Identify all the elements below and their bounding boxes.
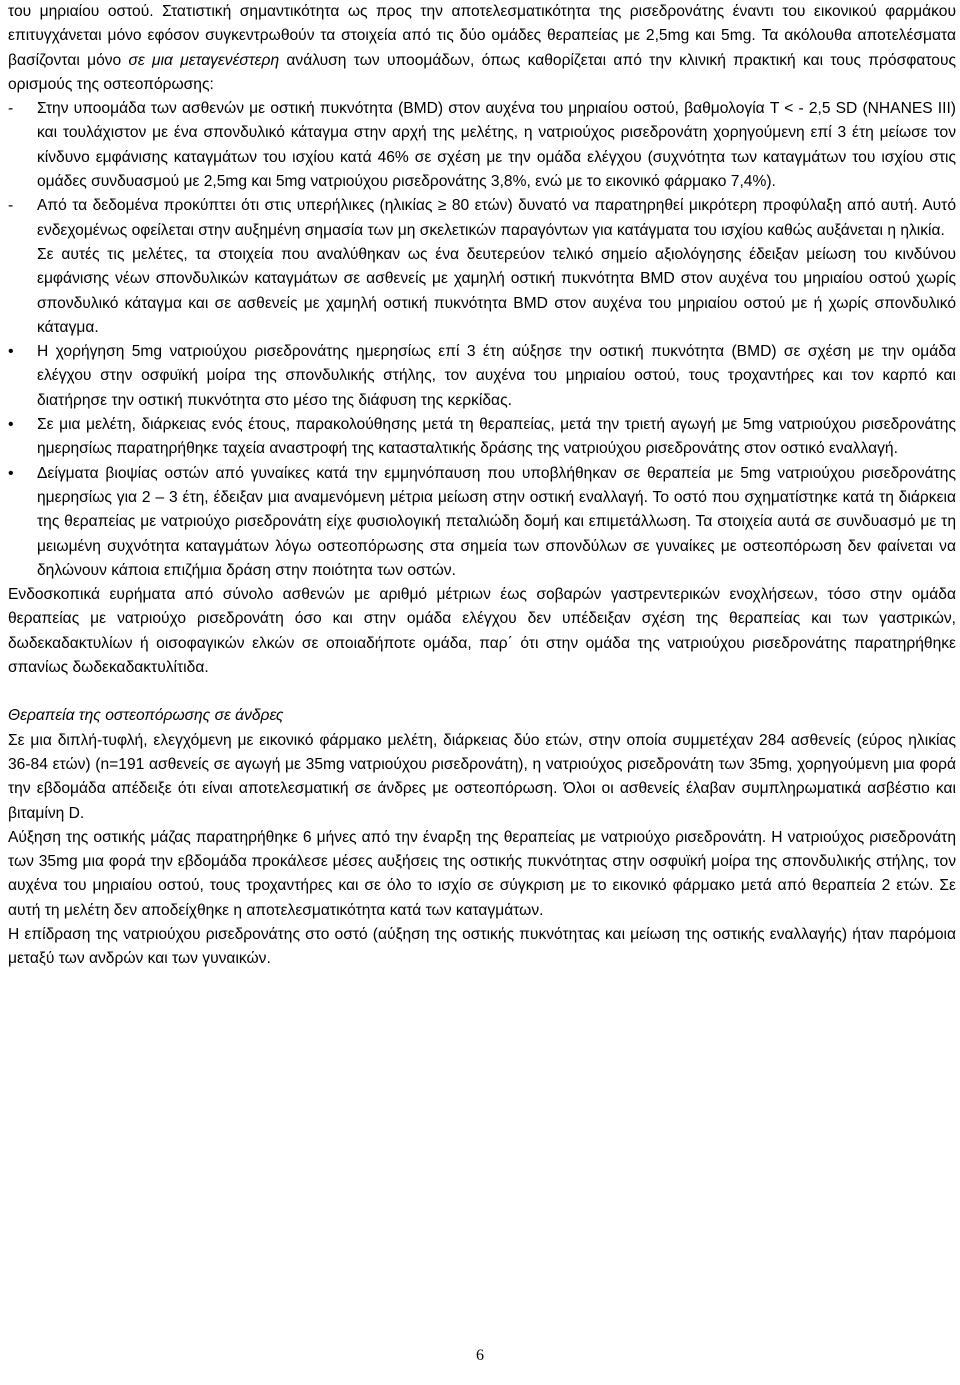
bullet-icon: • bbox=[8, 464, 14, 482]
document-page bbox=[8, 0, 956, 972]
dash-item-bmd-subgroup: - Στην υποομάδα των ασθενών με οστική πυκνότητα (BMD) στον αυχένα του μηριαίου οστού, βαθμολογία T < - 2,5 SD (NHANES III) και τουλάχιστον με ένα σπονδυλικό κάταγμα στην αρχή της μελέτης, η νατριούχος ρισεδρονάτη χορηγούμενη επί 3 έτη μείωσε τον κίνδυνο εμφάνισης καταγμάτων του ισχίου κατά 46% σε σχέση με την ομάδα ελέγχου (συχνότητα των καταγμάτων του ισχίου στις ομάδες συνδυασμού με 2,5mg και 5mg νατριούχου ρισεδρονάτης 3,8%, ενώ με το εικονικό φάρμακο 7,4%). bbox=[8, 97, 956, 194]
paragraph-bone-mass-increase: Αύξηση της οστικής μάζας παρατηρήθηκε 6 μήνες από την έναρξη της θεραπείας με νατριούχο ρισεδρονάτη. Η νατριούχος ρισεδρονάτη των 35mg μια φορά την εβδομάδα προκάλεσε μέσες αυξήσεις της οστικής πυκνότητας στην οσφυϊκή μοίρα της σπονδυλικής στήλης, τον αυχένα του μηριαίου οστού, τους τροχαντήρες και σε όλο το ισχίο σε σύγκριση με το εικονικό φάρμακο μετά από θεραπεία 2 ετών. Σε αυτή τη μελέτη δεν αποδείχθηκε η αποτελεσματικότητα κατά των καταγμάτων. bbox=[8, 828, 956, 919]
paragraph-efficacy-analysis: του μηριαίου οστού. Στατιστική σημαντικότητα ως προς την αποτελεσματικότητα της ρισεδρονάτης έναντι του εικονικού φαρμάκου επιτυγχάνεται μόνο εφόσον συγκεντρωθούν τα στοιχεία από τις δύο ομάδες θεραπείας με 2,5mg και 5mg. Τα ακόλουθα αποτελέσματα βασίζονται μόνο σε μια μεταγενέστερη ανάλυση των υποομάδων, όπως καθορίζεται από την κλινική πρακτική και τους πρόσφατους ορισμούς της οστεοπόρωσης: bbox=[8, 3, 956, 93]
bullet-item-followup-study: • Σε μια μελέτη, διάρκειας ενός έτους, παρακολούθησης μετά τη θεραπείας, μετά την τριετή αγωγή με 5mg νατριούχου ρισεδρονάτης ημερησίως παρατηρήθηκε ταχεία αναστροφή της κατασταλτικής δράσης της νατριούχου ρισεδρονάτης στον οστικό εναλλαγή. bbox=[8, 413, 956, 462]
section-heading-men-osteoporosis: Θεραπεία της οστεοπόρωσης σε άνδρες bbox=[8, 707, 284, 725]
italic-phrase: σε μια μεταγενέστερη bbox=[128, 51, 280, 69]
dash-marker: - bbox=[8, 197, 14, 215]
dash-marker: - bbox=[8, 100, 14, 118]
page-number: 6 bbox=[476, 1347, 484, 1364]
paragraph-men-study: Σε μια διπλή-τυφλή, ελεγχόμενη με εικονικό φάρμακο μελέτη, διάρκειας δύο ετών, στην οποία συμμετέχαν 284 ασθενείς (εύρος ηλικίας 36-84 ετών) (n=191 ασθενείς σε αγωγή με 35mg νατριούχου ρισεδρονάτη), η νατριούχος ρισεδρονάτη των 35mg, χορηγούμενη μια φορά την εβδομάδα απέδειξε ότι είναι αποτελεσματική σε άνδρες με οστεοπόρωση. Όλοι οι ασθενείς έλαβαν συμπληρωματικά ασβέστιο και βιταμίνη D. bbox=[8, 731, 956, 822]
blank-line bbox=[8, 680, 956, 704]
bullet-item-biopsy: • Δείγματα βιοψίας οστών από γυναίκες κατά την εμμηνόπαυση που υποβλήθηκαν σε θεραπεία με 5mg νατριούχου ρισεδρονάτης ημερησίως για 2 – 3 έτη, έδειξαν μια αναμενόμενη μέτρια μείωση στην οστική εναλλαγή. Το οστό που σχηματίστηκε κατά τη διάρκεια της θεραπείας με νατριούχο ρισεδρονάτη είχε φυσιολογική πεταλιώδη δομή και επιμετάλλωση. Τα στοιχεία αυτά σε συνδυασμό με τη μειωμένη συχνότητα καταγμάτων λόγω οστεοπόρωσης στα σημεία των σπονδύλων σε γυναίκες με οστεοπόρωση δεν φαίνεται να δηλώνουν κάποια επιζήμια δράση στην ποιότητα των οστών. bbox=[8, 462, 956, 583]
bullet-item-bmd-increase: • Η χορήγηση 5mg νατριούχου ρισεδρονάτης ημερησίως επί 3 έτη αύξησε την οστική πυκνότητα (BMD) σε σχέση με την ομάδα ελέγχου στην οσφυϊκή μοίρα της σπονδυλικής στήλης, τον αυχένα του μηριαίου οστού, τους τροχαντήρες και τον καρπό και διατήρησε την οστική πυκνότητα στο μέσο της διάφυση της κερκίδας. bbox=[8, 340, 956, 413]
bullet-icon: • bbox=[8, 416, 14, 434]
bullet-icon: • bbox=[8, 343, 14, 361]
paragraph-endoscopy: Ενδοσκοπικά ευρήματα από σύνολο ασθενών με αριθμό μέτριων έως σοβαρών γαστρεντερικών ενοχλήσεων, τόσο στην ομάδα θεραπείας με νατριούχο ρισεδρονάτη όσο και στην ομάδα ελέγχου δεν υπέδειξαν σχέση της θεραπείας και των γαστρικών, δωδεκαδακτυλίων ή οισοφαγικών ελκών σε οποιαδήποτε ομάδα, παρ΄ ότι στην ομάδα της νατριούχου ρισεδρονάτης παρατηρήθηκε σπανίως δωδεκαδακτυλίτιδα. bbox=[8, 586, 956, 677]
dash-item-elderly: - Από τα δεδομένα προκύπτει ότι στις υπερήλικες (ηλικίας ≥ 80 ετών) δυνατό να παρατηρηθεί μικρότερη προφύλαξη από αυτή. Αυτό ενδεχομένως οφείλεται στην αυξημένη σημασία των μη σκελετικών παραγόντων για κατάγματα του ισχίου καθώς αυξάνεται η ηλικία. bbox=[8, 194, 956, 243]
paragraph-effect-comparison: Η επίδραση της νατριούχου ρισεδρονάτης στο οστό (αύξηση της οστικής πυκνότητας και μείωση της οστικής εναλλαγής) ήταν παρόμοια μεταξύ των ανδρών και των γυναικών. bbox=[8, 925, 956, 968]
paragraph-secondary-endpoint: Σε αυτές τις μελέτες, τα στοιχεία που αναλύθηκαν ως ένα δευτερεύον τελικό σημείο αξιολόγησης έδειξαν μείωση του κινδύνου εμφάνισης νέων σπονδυλικών καταγμάτων σε ασθενείς με χαμηλή οστική πυκνότητα BMD στον αυχένα του μηριαίου οστού χωρίς σπονδυλικό κάταγμα και σε ασθενείς με χαμηλή οστική πυκνότητα BMD στον αυχένα του μηριαίου οστού με ή χωρίς σπονδυλικό κάταγμα. bbox=[37, 245, 956, 336]
